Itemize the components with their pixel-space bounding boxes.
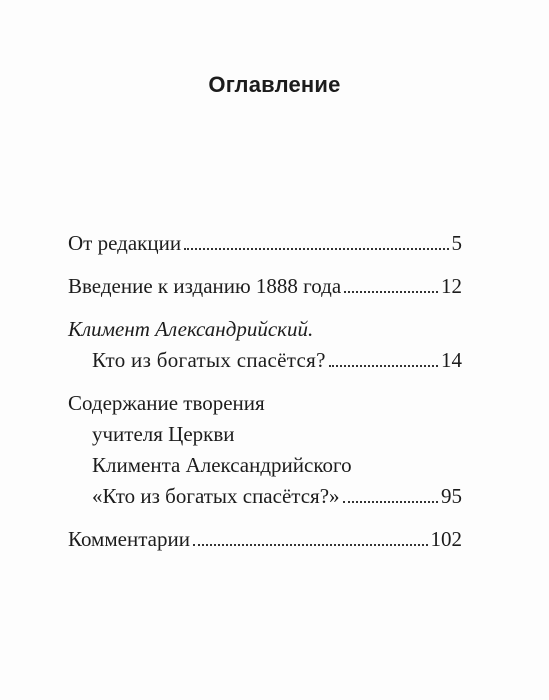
toc-entry-line <box>68 228 462 259</box>
dot-leader <box>343 501 438 503</box>
toc-entry-line <box>68 481 462 512</box>
toc-entry-title-continuation: Климента Александрийского <box>92 453 352 477</box>
toc-entry <box>68 388 462 512</box>
toc-entry-title: Содержание творения <box>68 391 265 415</box>
toc-entry-title: От редакции <box>68 231 182 255</box>
toc-entry-title: Введение к изданию 1888 года <box>68 274 342 298</box>
toc-entry <box>68 314 462 376</box>
dot-leader <box>329 365 438 367</box>
toc-entry <box>68 228 462 259</box>
dot-leader <box>344 291 438 293</box>
toc-page-number: 102 <box>430 527 462 551</box>
toc-entry-title-continuation: учителя Церкви <box>92 422 235 446</box>
toc-entry-line <box>68 345 462 376</box>
toc-entry-title-continuation: «Кто из богатых спасётся?» <box>92 484 340 508</box>
toc-title: Оглавление <box>208 72 341 97</box>
toc-entry-title: Комментарии <box>68 527 190 551</box>
dot-leader <box>193 544 428 546</box>
toc-entry-line <box>68 271 462 302</box>
toc-page-number: 95 <box>441 484 462 508</box>
toc-entry-author: Климент Александрийский. <box>68 317 314 341</box>
toc-entry <box>68 524 462 555</box>
dot-leader <box>184 248 448 250</box>
toc-page-number: 12 <box>441 274 462 298</box>
table-of-contents <box>68 228 462 567</box>
toc-entry-title: Кто из богатых спасётся? <box>92 348 326 372</box>
toc-page-number: 14 <box>441 348 462 372</box>
toc-entry-line <box>68 524 462 555</box>
toc-page-number: 5 <box>451 231 462 255</box>
toc-entry <box>68 271 462 302</box>
